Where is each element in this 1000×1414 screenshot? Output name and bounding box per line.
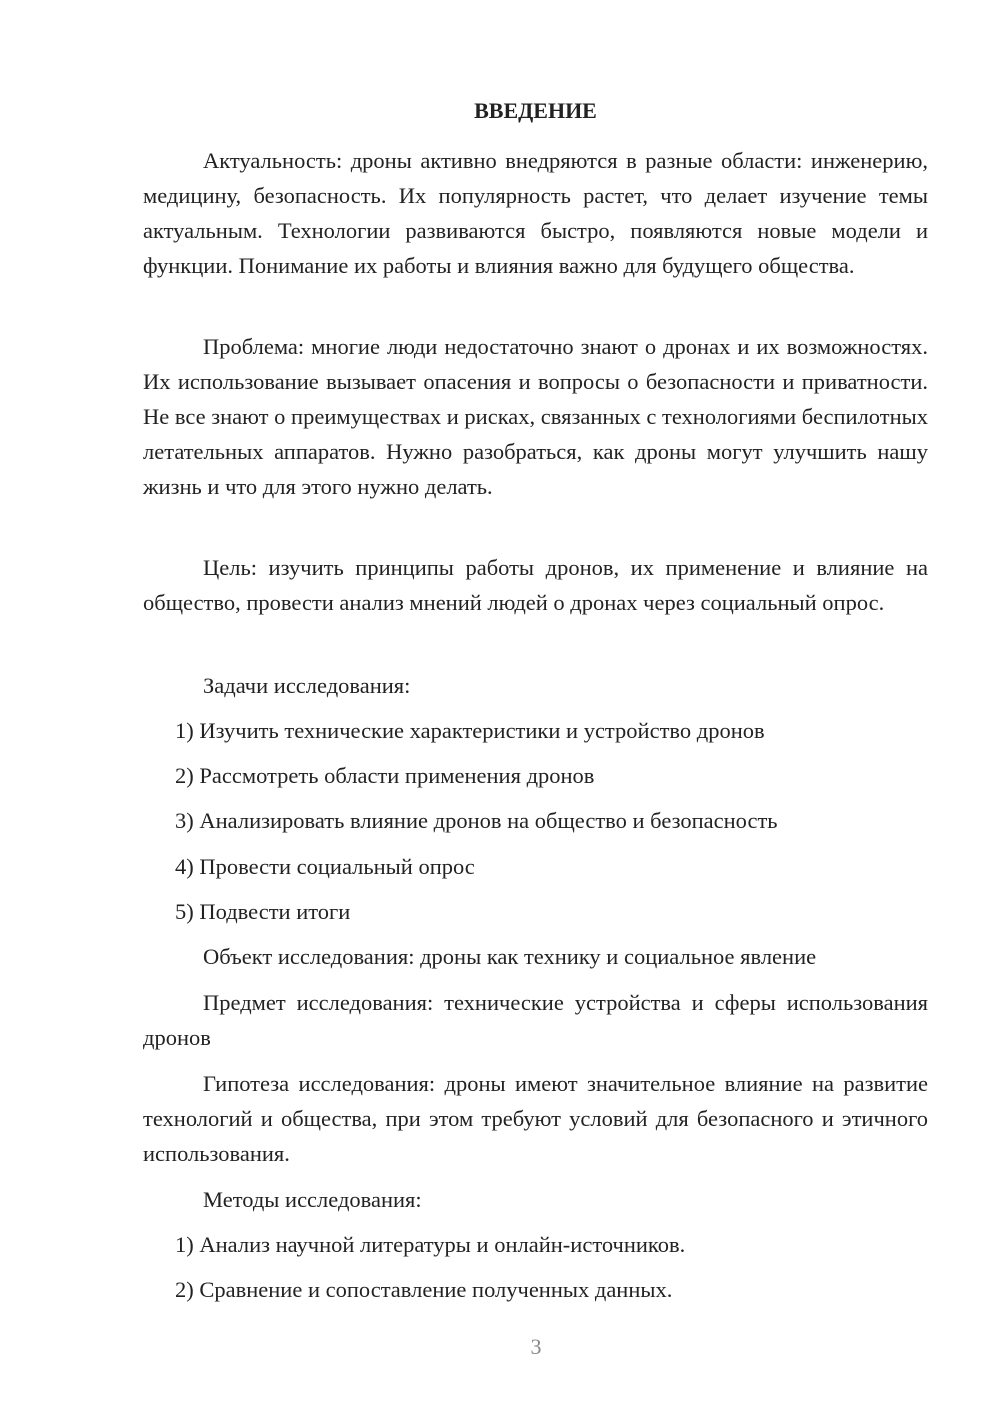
methods-heading: Методы исследования:: [203, 1187, 422, 1212]
hypothesis-paragraph: Гипотеза исследования: дроны имеют значительное влияние на развитие технологий и общества, при этом требуют условий для безопасного и этичного использования.: [143, 1071, 928, 1166]
page-number: 3: [530, 1334, 542, 1359]
object-line: Объект исследования: дроны как технику и социальное явление: [203, 944, 817, 969]
relevance-paragraph: Актуальность: дроны активно внедряются в разные области: инженерию, медицину, безопасность. Их популярность растет, что делает изучение темы актуальным. Технологии развиваются быстро, появляются новые модели и функции. Понимание их работы и влияния важно для будущего общества.: [143, 148, 928, 278]
task-item-3: 3) Анализировать влияние дронов на общество и безопасность: [175, 808, 778, 833]
goal-paragraph: Цель: изучить принципы работы дронов, их применение и влияние на общество, провести анализ мнений людей о дронах через социальный опрос.: [143, 555, 928, 615]
task-item-4: 4) Провести социальный опрос: [175, 854, 475, 879]
task-item-1: 1) Изучить технические характеристики и устройство дронов: [175, 718, 765, 743]
method-item-1: 1) Анализ научной литературы и онлайн-источников.: [175, 1232, 686, 1257]
section-title: ВВЕДЕНИЕ: [474, 98, 597, 123]
problem-paragraph: Проблема: многие люди недостаточно знают о дронах и их возможностях. Их использование вызывает опасения и вопросы о безопасности и приватности. Не все знают о преимуществах и рисках, связанных с технологиями беспилотных летательных аппаратов. Нужно разобраться, как дроны могут улучшить нашу жизнь и что для этого нужно делать.: [143, 334, 928, 499]
task-item-5: 5) Подвести итоги: [175, 899, 351, 924]
subject-paragraph: Предмет исследования: технические устройства и сферы использования дронов: [143, 990, 928, 1050]
method-item-2: 2) Сравнение и сопоставление полученных данных.: [175, 1277, 673, 1302]
tasks-heading: Задачи исследования:: [203, 673, 411, 698]
task-item-2: 2) Рассмотреть области применения дронов: [175, 763, 595, 788]
